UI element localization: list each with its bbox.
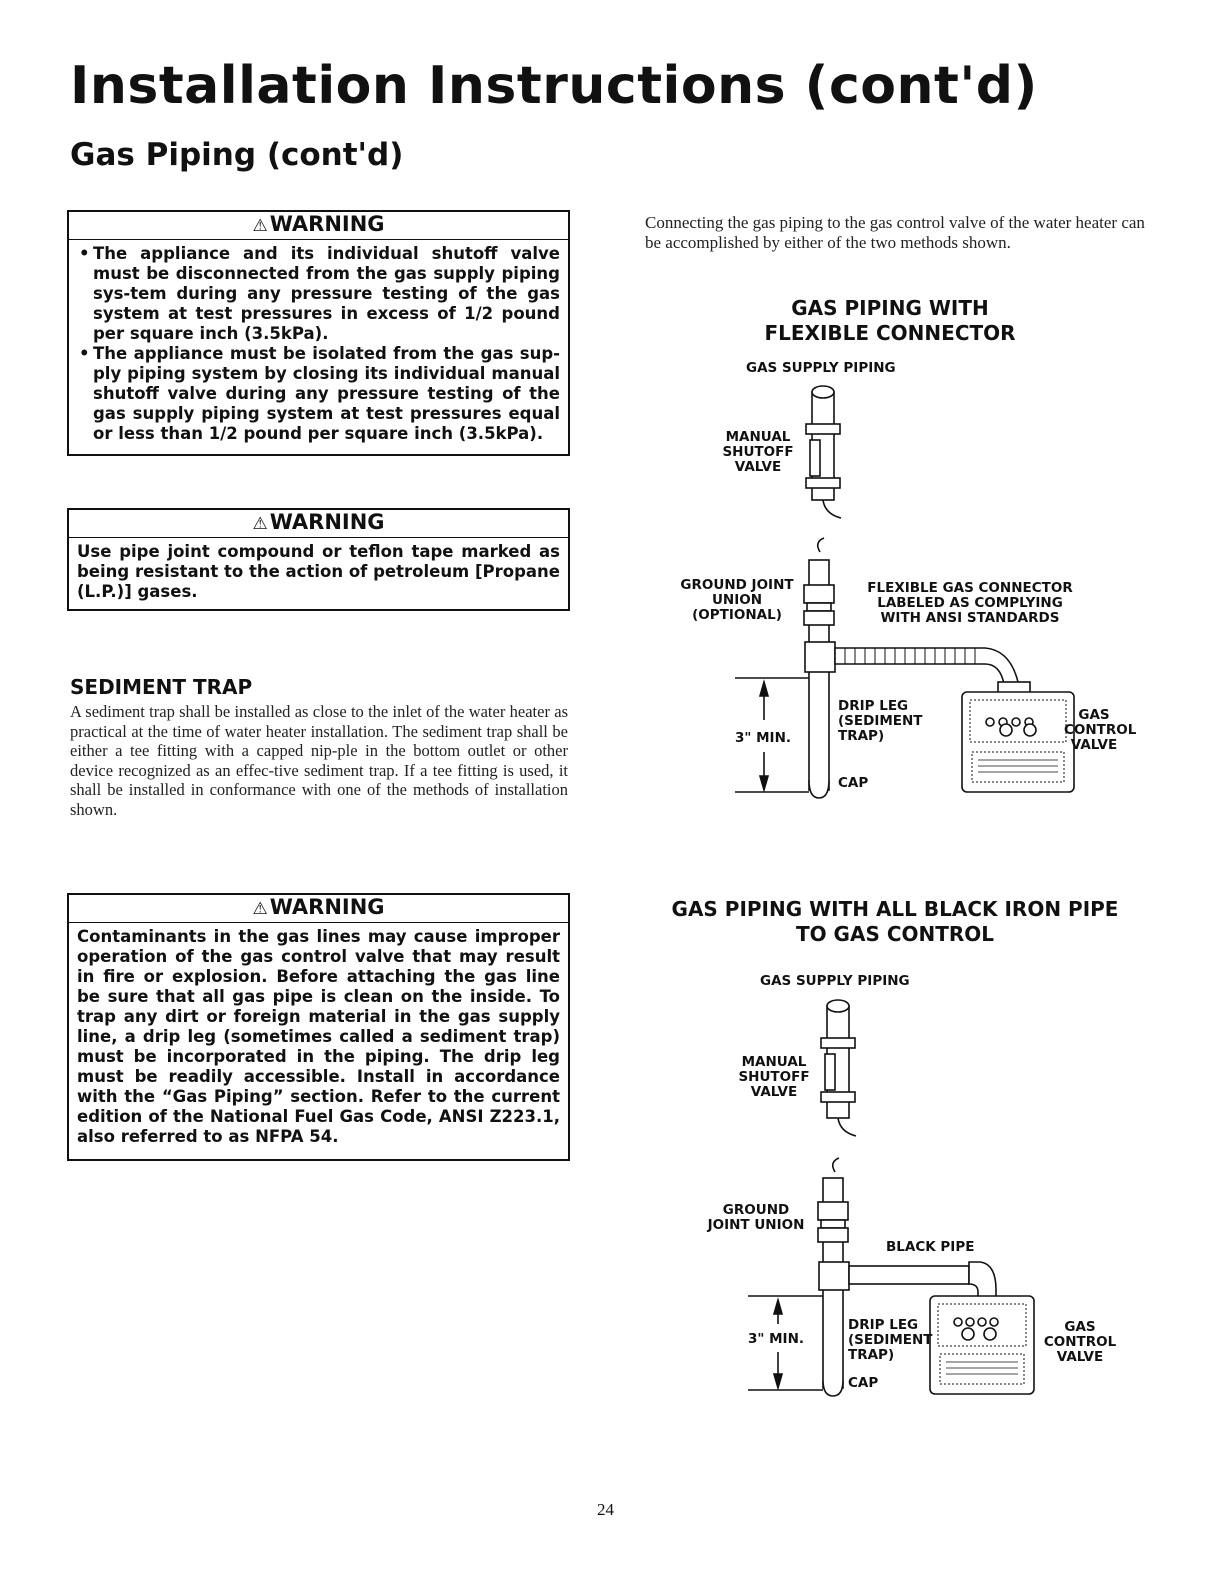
flex-control-label: GAS CONTROL VALVE	[1064, 707, 1137, 753]
iron-supply-label: GAS SUPPLY PIPING	[760, 973, 910, 989]
warning-header: ⚠WARNING	[69, 212, 568, 240]
page-title: Installation Instructions (cont'd)	[70, 56, 1038, 116]
page-number: 24	[597, 1500, 614, 1519]
flex-ground-joint-union	[804, 585, 834, 625]
iron-diagram-title: GAS PIPING WITH ALL BLACK IRON PIPE TO GAS CONTROL	[671, 897, 1119, 946]
warning-triangle-icon: ⚠	[252, 899, 268, 919]
sediment-trap-heading: SEDIMENT TRAP	[70, 675, 253, 699]
flex-union-label: GROUND JOINT UNION (OPTIONAL)	[680, 577, 794, 623]
flex-supply-label: GAS SUPPLY PIPING	[746, 360, 896, 376]
flex-valve-label: MANUAL SHUTOFF VALVE	[722, 429, 794, 475]
flex-cap-label: CAP	[838, 775, 869, 791]
iron-valve-label: MANUAL SHUTOFF VALVE	[738, 1054, 810, 1100]
iron-union-label: GROUND JOINT UNION	[707, 1202, 805, 1233]
iron-black-pipe-label: BLACK PIPE	[886, 1239, 975, 1255]
warning-triangle-icon: ⚠	[252, 514, 268, 534]
warning-triangle-icon: ⚠	[252, 216, 268, 236]
iron-min-label: 3" MIN.	[748, 1331, 805, 1347]
warning-text: Use pipe joint compound or teflon tape marked as being resistant to the action of petroleum [Propane (L.P.)] gases.	[77, 542, 560, 601]
warning-bullet: • The appliance and its individual shutoff valve must be disconnected from the gas supply piping sys-tem during any pressure testing of the gas system at test pressures in excess of 1/2 pound per square inch (3.5kPa).	[77, 244, 560, 344]
warning-text: Contaminants in the gas lines may cause improper operation of the gas control valve that may result in fire or explosion. Before attaching the gas line be sure that all gas pipe is clean on the inside. To trap any dirt or foreign material in the gas supply line, a drip leg (sometimes called a sediment trap) must be incorporated in the piping. The drip leg must be readily accessible. Install in accordance with the “Gas Piping” section. Refer to the current edition of the National Fuel Gas Code, ANSI Z223.1, also referred to as NFPA 54.	[77, 927, 560, 1146]
iron-black-pipe	[849, 1262, 996, 1300]
flex-gas-connector	[835, 648, 1030, 696]
iron-drip-leg-label: DRIP LEG (SEDIMENT TRAP)	[848, 1317, 933, 1363]
iron-drip-leg-cap	[823, 1380, 843, 1396]
iron-cap-label: CAP	[848, 1375, 879, 1391]
flex-min-label: 3" MIN.	[735, 730, 792, 746]
intro-text: Connecting the gas piping to the gas control valve of the water heater can be accomplished by either of the two methods shown.	[645, 213, 1145, 252]
section-title: Gas Piping (cont'd)	[70, 137, 404, 173]
flex-gas-control-valve	[962, 692, 1074, 792]
flex-connector-label: FLEXIBLE GAS CONNECTOR LABELED AS COMPLYING WITH ANSI STANDARDS	[867, 580, 1073, 626]
flex-drip-leg-cap	[809, 780, 829, 798]
flex-diagram-title: GAS PIPING WITH FLEXIBLE CONNECTOR	[764, 296, 1016, 345]
iron-control-label: GAS CONTROL VALVE	[1043, 1319, 1117, 1365]
iron-gas-control-valve	[930, 1296, 1034, 1394]
iron-ground-joint-union	[818, 1202, 848, 1242]
warning-bullet: • The appliance must be isolated from the gas sup-ply piping system by closing its individual manual shutoff valve during any pressure testing of the gas supply piping system at test pressures equal or less than 1/2 pound per square inch (3.5kPa).	[77, 344, 560, 444]
flex-tee-fitting	[805, 642, 835, 672]
warning-header: ⚠WARNING	[69, 510, 568, 538]
flex-drip-leg-label: DRIP LEG (SEDIMENT TRAP)	[838, 698, 923, 744]
warning-header: ⚠WARNING	[69, 895, 568, 923]
sediment-trap-text: A sediment trap shall be installed as close to the inlet of the water heater as practical at the time of water heater installation. The sediment trap shall be either a tee fitting with a capped nip-ple in the bottom outlet or other device recognized as an effec-tive sediment trap. If a tee fitting is used, it shall be installed in conformance with one of the methods of installation shown.	[70, 702, 568, 819]
iron-tee-fitting	[819, 1262, 849, 1290]
